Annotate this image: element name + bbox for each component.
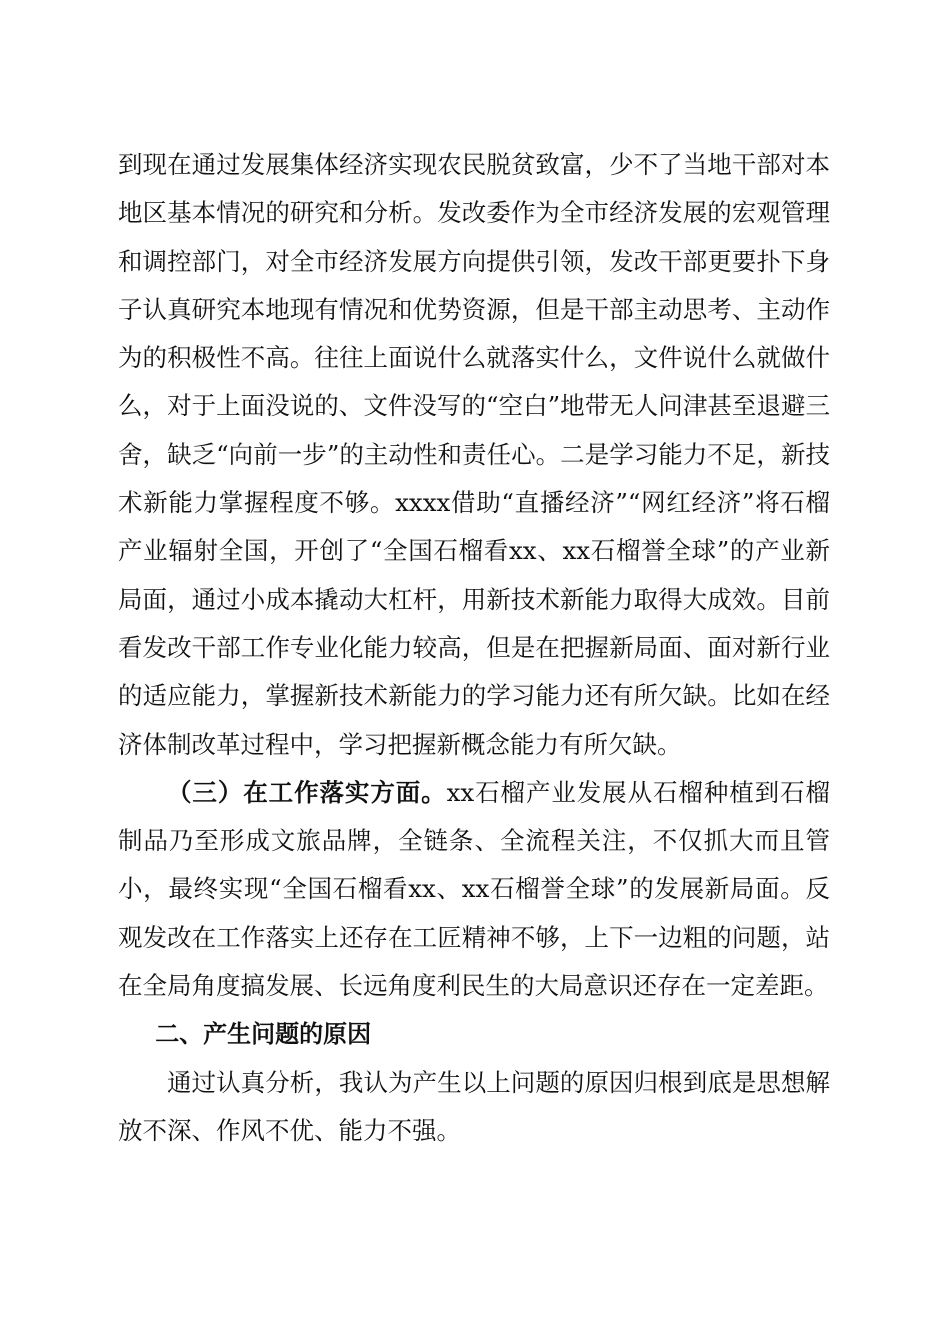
body-paragraph: 到现在通过发展集体经济实现农民脱贫致富，少不了当地干部对本地区基本情况的研究和分析。发改委作为全市经济发展的宏观管理和调控部门，对全市经济发展方向提供引领，发改干部更要扑下身子认真研究本地现有情况和优势资源，但是干部主动思考、主动作为的积极性不高。往往上面说什么就落实什么，文件说什么就做什么，对于上面没说的、文件没写的“空白”地带无人问津甚至退避三舍，缺乏“向前一步”的主动性和责任心。二是学习能力不足，新技术新能力掌握程度不够。xxxx借助“直播经济”“网红经济”将石榴产业辐射全国，开创了“全国石榴看xx、xx石榴誉全球”的产业新局面，通过小成本撬动大杠杆，用新技术新能力取得大成效。目前看发改干部工作专业化能力较高，但是在把握新局面、面对新行业的适应能力，掌握新技术新能力的学习能力还有所欠缺。比如在经济体制改革过程中，学习把握新概念能力有所欠缺。: [118, 150, 830, 759]
subsection-title: （三）在工作落实方面。: [167, 777, 447, 807]
subsection-text: xx石榴产业发展从石榴种植到石榴制品乃至形成文旅品牌，全链条、全流程关注，不仅抓大而且管小，最终实现“全国石榴看xx、xx石榴誉全球”的发展新局面。反观发改在工作落实上还存在工匠精神不够，上下一边粗的问题，站在全局角度搞发展、长远角度利民生的大局意识还存在一定差距。: [118, 777, 830, 1001]
section-paragraph: [118, 769, 830, 1010]
section-heading: 二、产生问题的原因: [155, 1020, 372, 1049]
body-paragraph: 通过认真分析，我认为产生以上问题的原因归根到底是思想解放不深、作风不优、能力不强。: [118, 1067, 830, 1145]
document-body: [118, 141, 830, 1155]
